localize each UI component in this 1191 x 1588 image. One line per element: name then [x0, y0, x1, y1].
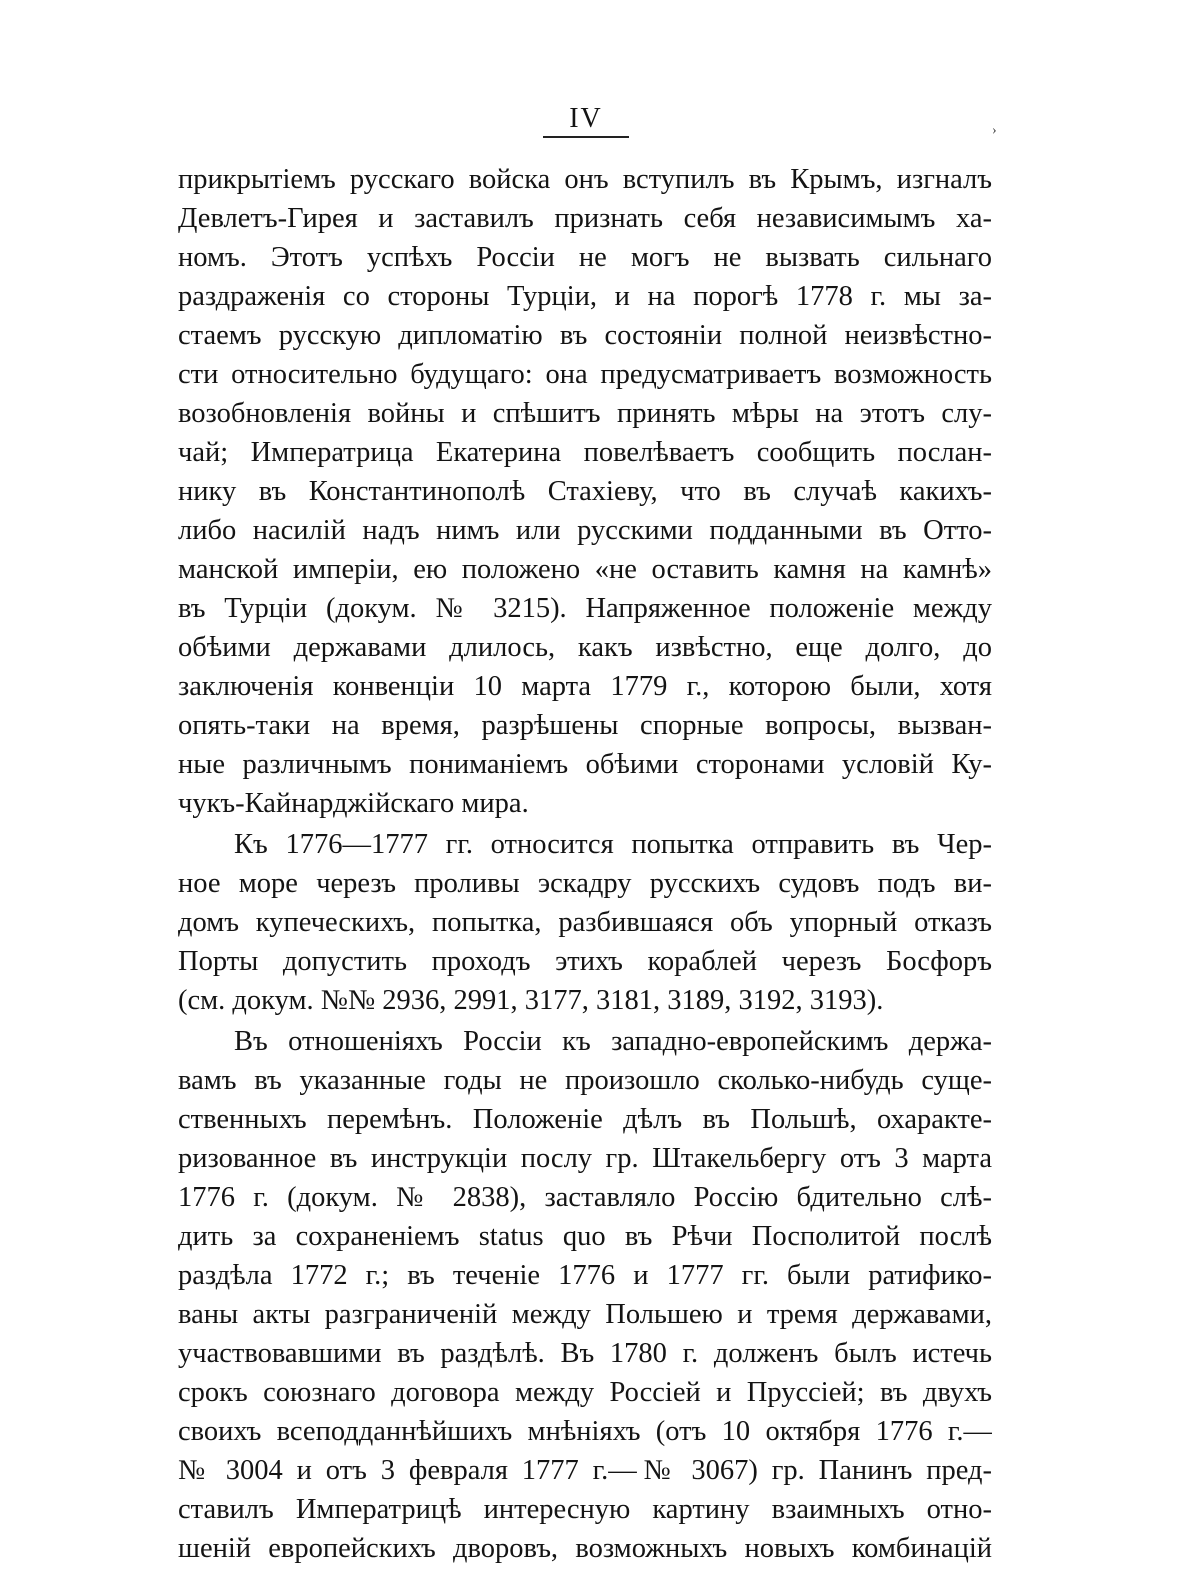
text-line: Порты допустить проходъ этихъ кораблей черезъ Босфоръ [178, 946, 992, 977]
text-line: опять-таки на время, разрѣшены спорные вопросы, вызван- [178, 710, 992, 741]
text-line: участвовавшими въ раздѣлѣ. Въ 1780 г. долженъ былъ истечь [178, 1338, 992, 1369]
text-line: Девлетъ-Гирея и заставилъ признать себя независимымъ ха- [178, 203, 992, 234]
text-line: чукъ-Кайнарджійскаго мира. [178, 788, 529, 819]
text-line: ное море черезъ проливы эскадру русскихъ судовъ подъ ви- [178, 868, 992, 899]
text-line: срокъ союзнаго договора между Россіей и Пруссіей; въ двухъ [178, 1377, 992, 1408]
text-line: прикрытіемъ русскаго войска онъ вступилъ въ Крымъ, изгналъ [178, 164, 992, 195]
text-line: раздраженія со стороны Турціи, и на порогѣ 1778 г. мы за- [178, 281, 992, 312]
text-line: стаемъ русскую дипломатію въ состояніи полной неизвѣстно- [178, 320, 992, 351]
text-line: Къ 1776—1777 гг. относится попытка отправить въ Чер- [234, 829, 992, 860]
text-line: возобновленія войны и спѣшитъ принять мѣры на этотъ слу- [178, 398, 992, 429]
text-line: домъ купеческихъ, попытка, разбившаяся объ упорный отказъ [178, 907, 992, 938]
text-line: Въ отношеніяхъ Россіи къ западно-европейскимъ держа- [234, 1026, 992, 1057]
text-line: въ Турціи (докум. № 3215). Напряженное положеніе между [178, 593, 992, 624]
text-line: шеній европейскихъ дворовъ, возможныхъ новыхъ комбинацій [178, 1533, 992, 1564]
text-line: дить за сохраненіемъ status quo въ Рѣчи Посполитой послѣ [178, 1221, 992, 1252]
margin-mark: › [992, 123, 997, 138]
text-line: ризованное въ инструкціи послу гр. Штакельбергу отъ 3 марта [178, 1143, 992, 1174]
text-line: ваны акты разграниченій между Польшею и тремя державами, [178, 1299, 992, 1330]
text-line: сти относительно будущаго: она предусматриваетъ возможность [178, 359, 992, 390]
text-line: № 3004 и отъ 3 февраля 1777 г.—№ 3067) гр. Панинъ пред- [178, 1455, 992, 1486]
paragraph-3 [178, 1022, 992, 1568]
text-line: (см. докум. №№ 2936, 2991, 3177, 3181, 3189, 3192, 3193). [178, 985, 884, 1016]
paragraph-1 [178, 160, 992, 823]
text-line: либо насилій надъ нимъ или русскими подданными въ Отто- [178, 515, 992, 546]
page-number: IV [569, 103, 603, 134]
text-line: обѣими державами длилось, какъ извѣстно, еще долго, до [178, 632, 992, 663]
text-line: ставилъ Императрицѣ интересную картину взаимныхъ отно- [178, 1494, 992, 1525]
text-line: чай; Императрица Екатерина повелѣваетъ сообщить послан- [178, 437, 992, 468]
text-line: заключенія конвенціи 10 марта 1779 г., которою были, хотя [178, 671, 992, 702]
text-line: нику въ Константинополѣ Стахіеву, что въ случаѣ какихъ- [178, 476, 992, 507]
paragraph-2 [178, 825, 992, 1020]
text-line: манской имперіи, ею положено «не оставить камня на камнѣ» [178, 554, 992, 585]
text-line: своихъ всеподданнѣйшихъ мнѣніяхъ (отъ 10 октября 1776 г.— [178, 1416, 992, 1447]
body-text [178, 160, 992, 1568]
text-line: номъ. Этотъ успѣхъ Россіи не могъ не вызвать сильнаго [178, 242, 992, 273]
header-rule [543, 136, 629, 138]
text-line: вамъ въ указанные годы не произошло сколько-нибудь суще- [178, 1065, 992, 1096]
text-line: ственныхъ перемѣнъ. Положеніе дѣлъ въ Польшѣ, охаракте- [178, 1104, 992, 1135]
text-line: ные различнымъ пониманіемъ обѣими сторонами условій Ку- [178, 749, 992, 780]
page-header [541, 104, 631, 138]
text-line: 1776 г. (докум. № 2838), заставляло Россію бдительно слѣ- [178, 1182, 992, 1213]
text-line: раздѣла 1772 г.; въ теченіе 1776 и 1777 гг. были ратифико- [178, 1260, 992, 1291]
